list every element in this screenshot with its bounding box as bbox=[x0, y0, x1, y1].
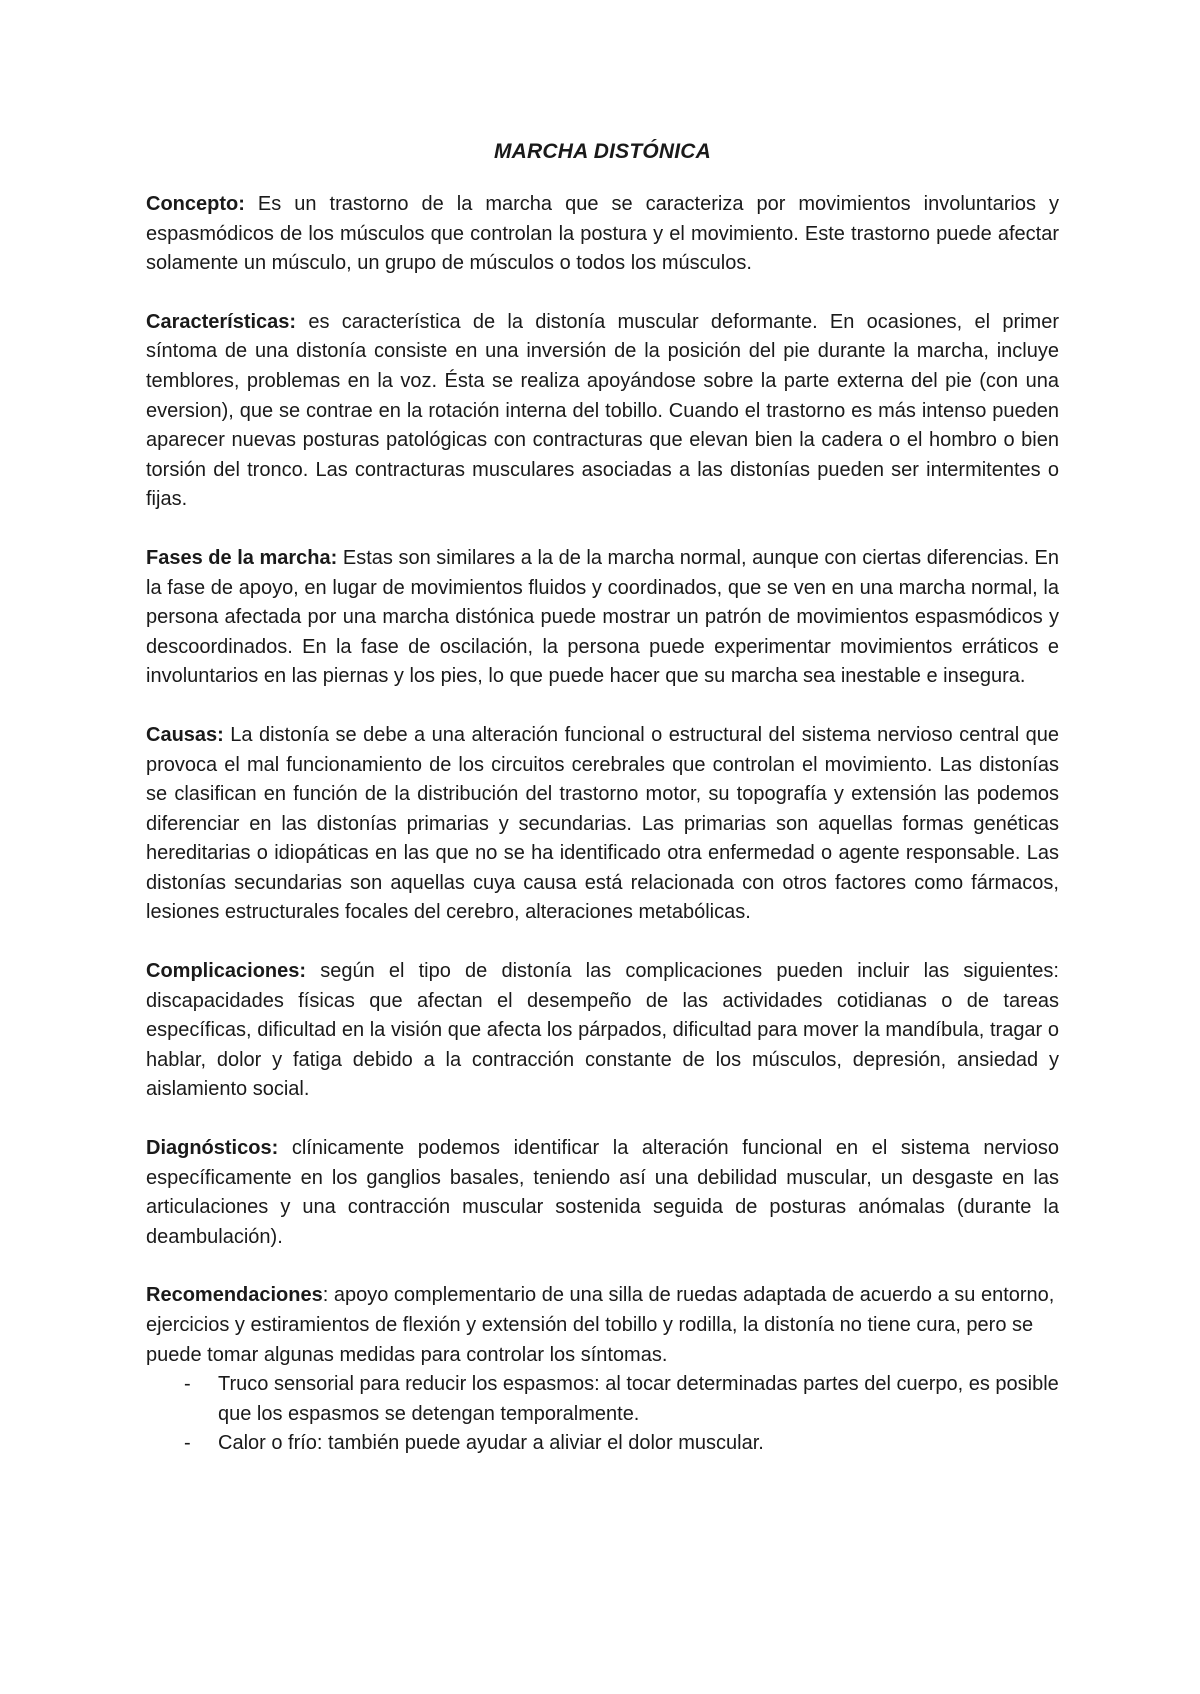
section-text: es característica de la distonía muscular deformante. En ocasiones, el primer síntoma de una distonía consiste en una inversión de la posición del pie durante la marcha, incluye temblores, problemas en la voz. Ésta se realiza apoyándose sobre la parte externa del pie (con una eversion), que se contrae en la rotación interna del tobillo. Cuando el trastorno es más intenso pueden aparecer nuevas posturas patológicas con contracturas que elevan bien la cadera o el hombro o bien torsión del tronco. Las contracturas musculares asociadas a las distonías pueden ser intermitentes o fijas. bbox=[146, 310, 1059, 511]
section-label: Características: bbox=[146, 310, 297, 333]
list-item bbox=[146, 1370, 1059, 1429]
section-causas bbox=[146, 721, 1059, 928]
section-label: Concepto: bbox=[146, 193, 245, 215]
list-item-text: Truco sensorial para reducir los espasmos: al tocar determinadas partes del cuerpo, es posible que los espasmos se detengan temporalmente. bbox=[218, 1373, 1059, 1425]
section-text: La distonía se debe a una alteración funcional o estructural del sistema nervioso central que provoca el mal funcionamiento de los circuitos cerebrales que controlan el movimiento. Las distonías se clasifican en función de la distribución del trastorno motor, su topografía y extensión las podemos diferenciar en las distonías primarias y secundarias. Las primarias son aquellas formas genéticas hereditarias o idiopáticas en las que no se ha identificado otra enfermedad o agente responsable. Las distonías secundarias son aquellas cuya causa está relacionada con otros factores como fármacos, lesiones estructurales focales del cerebro, alteraciones metabólicas. bbox=[146, 723, 1059, 924]
section-text: Es un trastorno de la marcha que se caracteriza por movimientos involuntarios y espasmódicos de los músculos que controlan la postura y el movimiento. Este trastorno puede afectar solamente un músculo, un grupo de músculos o todos los músculos. bbox=[146, 193, 1059, 275]
list-item bbox=[146, 1429, 1059, 1459]
section-complicaciones bbox=[146, 957, 1059, 1105]
recommendations-list bbox=[146, 1370, 1059, 1459]
document-title: MARCHA DISTÓNICA bbox=[493, 140, 712, 163]
section-caracteristicas bbox=[146, 308, 1059, 515]
bullet-dash: - bbox=[184, 1432, 191, 1455]
document-page bbox=[146, 140, 1059, 1459]
section-text: clínicamente podemos identificar la alteración funcional en el sistema nervioso específicamente en los ganglios basales, teniendo así una debilidad muscular, un desgaste en las articulaciones y una contracción muscular sostenida seguida de posturas anómalas (durante la deambulación). bbox=[146, 1137, 1059, 1248]
section-text: según el tipo de distonía las complicaciones pueden incluir las siguientes: discapacidades físicas que afectan el desempeño de las actividades cotidianas o de tareas específicas, dificultad en la visión que afecta los párpados, dificultad para mover la mandíbula, tragar o hablar, dolor y fatiga debido a la contracción constante de los músculos, depresión, ansiedad y aislamiento social. bbox=[146, 960, 1059, 1101]
section-diagnosticos bbox=[146, 1134, 1059, 1252]
section-fases bbox=[146, 544, 1059, 692]
bullet-dash: - bbox=[184, 1373, 191, 1396]
section-label: Recomendaciones bbox=[146, 1284, 323, 1307]
list-item-text: Calor o frío: también puede ayudar a aliviar el dolor muscular. bbox=[218, 1432, 764, 1455]
section-label: Causas: bbox=[146, 723, 224, 746]
section-label: Fases de la marcha: bbox=[146, 546, 338, 569]
section-concepto bbox=[146, 190, 1059, 279]
section-recomendaciones bbox=[146, 1281, 1059, 1370]
section-label: Diagnósticos: bbox=[146, 1137, 279, 1160]
section-label: Complicaciones: bbox=[146, 960, 307, 983]
section-text: Estas son similares a la de la marcha normal, aunque con ciertas diferencias. En la fase de apoyo, en lugar de movimientos fluidos y coordinados, que se ven en una marcha normal, la persona afectada por una marcha distónica puede mostrar un patrón de movimientos espasmódicos y descoordinados. En la fase de oscilación, la persona puede experimentar movimientos erráticos e involuntarios en las piernas y los pies, lo que puede hacer que su marcha sea inestable e insegura. bbox=[146, 546, 1060, 688]
section-text: : apoyo complementario de una silla de ruedas adaptada de acuerdo a su entorno, ejercicios y estiramientos de flexión y extensión del tobillo y rodilla, la distonía no tiene cura, pero se puede tomar algunas medidas para controlar los síntomas. bbox=[146, 1284, 1055, 1366]
